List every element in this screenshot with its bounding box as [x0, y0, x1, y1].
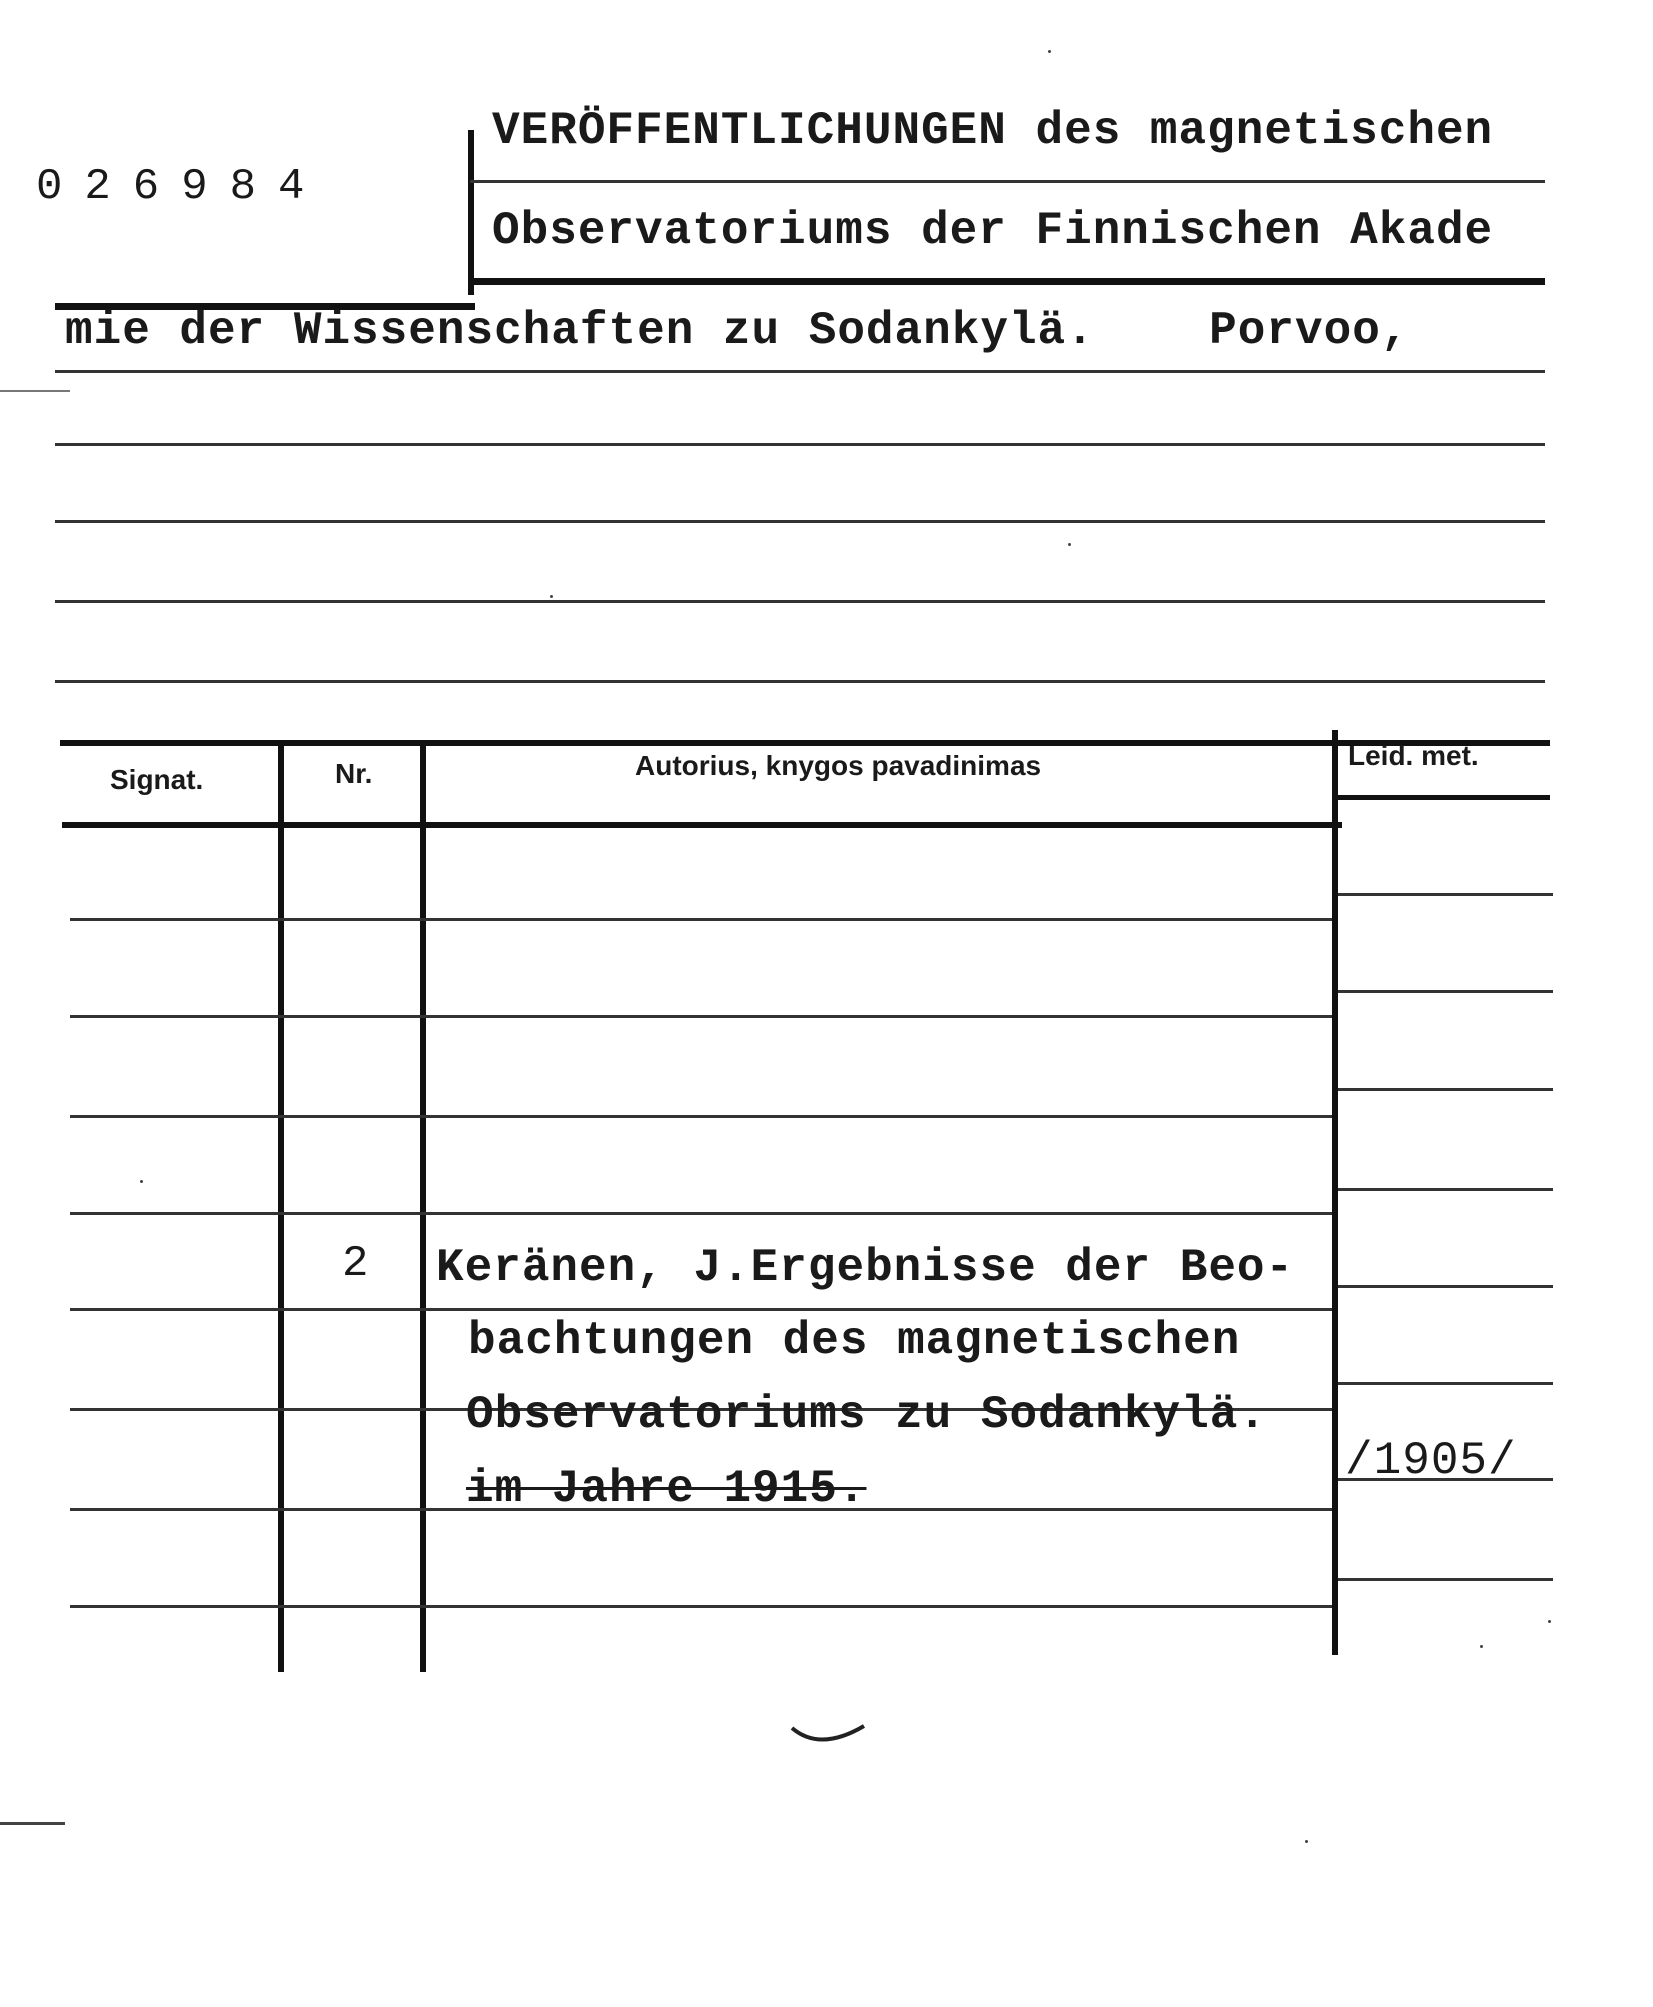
title-line-2: Observatoriums der Finnischen Akade	[492, 205, 1494, 257]
header-autorius: Autorius, knygos pavadinimas	[635, 750, 1042, 781]
table-col-rule-autorius	[1332, 730, 1338, 1655]
year-row-line	[1338, 1382, 1553, 1385]
year-row-line	[1338, 990, 1553, 993]
ruled-line	[55, 600, 1545, 603]
scan-speck	[1305, 1840, 1308, 1843]
table-row-line	[70, 918, 1332, 921]
year-row-line	[1338, 1285, 1553, 1288]
table-row-line	[70, 1308, 1332, 1311]
ruled-line	[55, 443, 1545, 446]
ruled-line	[55, 520, 1545, 523]
scan-speck	[1068, 543, 1071, 546]
scan-speck	[550, 595, 553, 598]
table-col-rule-signat	[278, 742, 284, 1672]
title-underline-2	[470, 278, 1545, 285]
table-row-line	[70, 1015, 1332, 1018]
scan-mark-line	[0, 1822, 65, 1825]
year-row-line	[1338, 1088, 1553, 1091]
title-underline-1	[470, 180, 1545, 183]
scan-speck	[1048, 50, 1051, 53]
scan-speck	[1548, 1620, 1551, 1623]
entry-year: /1905/	[1345, 1435, 1517, 1487]
header-nr: Nr.	[335, 758, 373, 789]
scan-mark-icon	[790, 1722, 870, 1752]
ruled-line	[55, 680, 1545, 683]
entry-line-3: Observatoriums zu Sodankylä.	[466, 1389, 1267, 1441]
scan-mark-line	[0, 390, 70, 392]
ruled-line	[55, 370, 1545, 373]
header-bottom-border-right	[1335, 795, 1550, 800]
scan-speck	[140, 1180, 143, 1183]
title-line-1: VERÖFFENTLICHUNGEN des magnetischen	[492, 105, 1494, 157]
entry-line-1: Keränen, J.Ergebnisse der Beo-	[436, 1242, 1295, 1294]
title-divider	[468, 130, 474, 295]
entry-line-2: bachtungen des magnetischen	[468, 1315, 1241, 1367]
card-number: 026984	[36, 162, 327, 212]
year-row-line	[1338, 1188, 1553, 1191]
year-row-line	[1338, 893, 1553, 896]
table-row-line	[70, 1115, 1332, 1118]
scan-speck	[1480, 1645, 1483, 1648]
header-signat: Signat.	[110, 764, 204, 795]
table-row-line	[70, 1212, 1332, 1215]
table-col-rule-nr	[420, 742, 426, 1672]
title-line-3: mie der Wissenschaften zu Sodankylä. Porvoo,	[65, 305, 1410, 357]
entry-line-4: im Jahre 1915.	[466, 1463, 867, 1515]
table-row-line	[70, 1605, 1332, 1608]
entry-nr: 2	[342, 1239, 370, 1289]
header-leid-met: Leid. met.	[1348, 740, 1479, 771]
header-bottom-border	[62, 822, 1342, 828]
year-row-line	[1338, 1578, 1553, 1581]
